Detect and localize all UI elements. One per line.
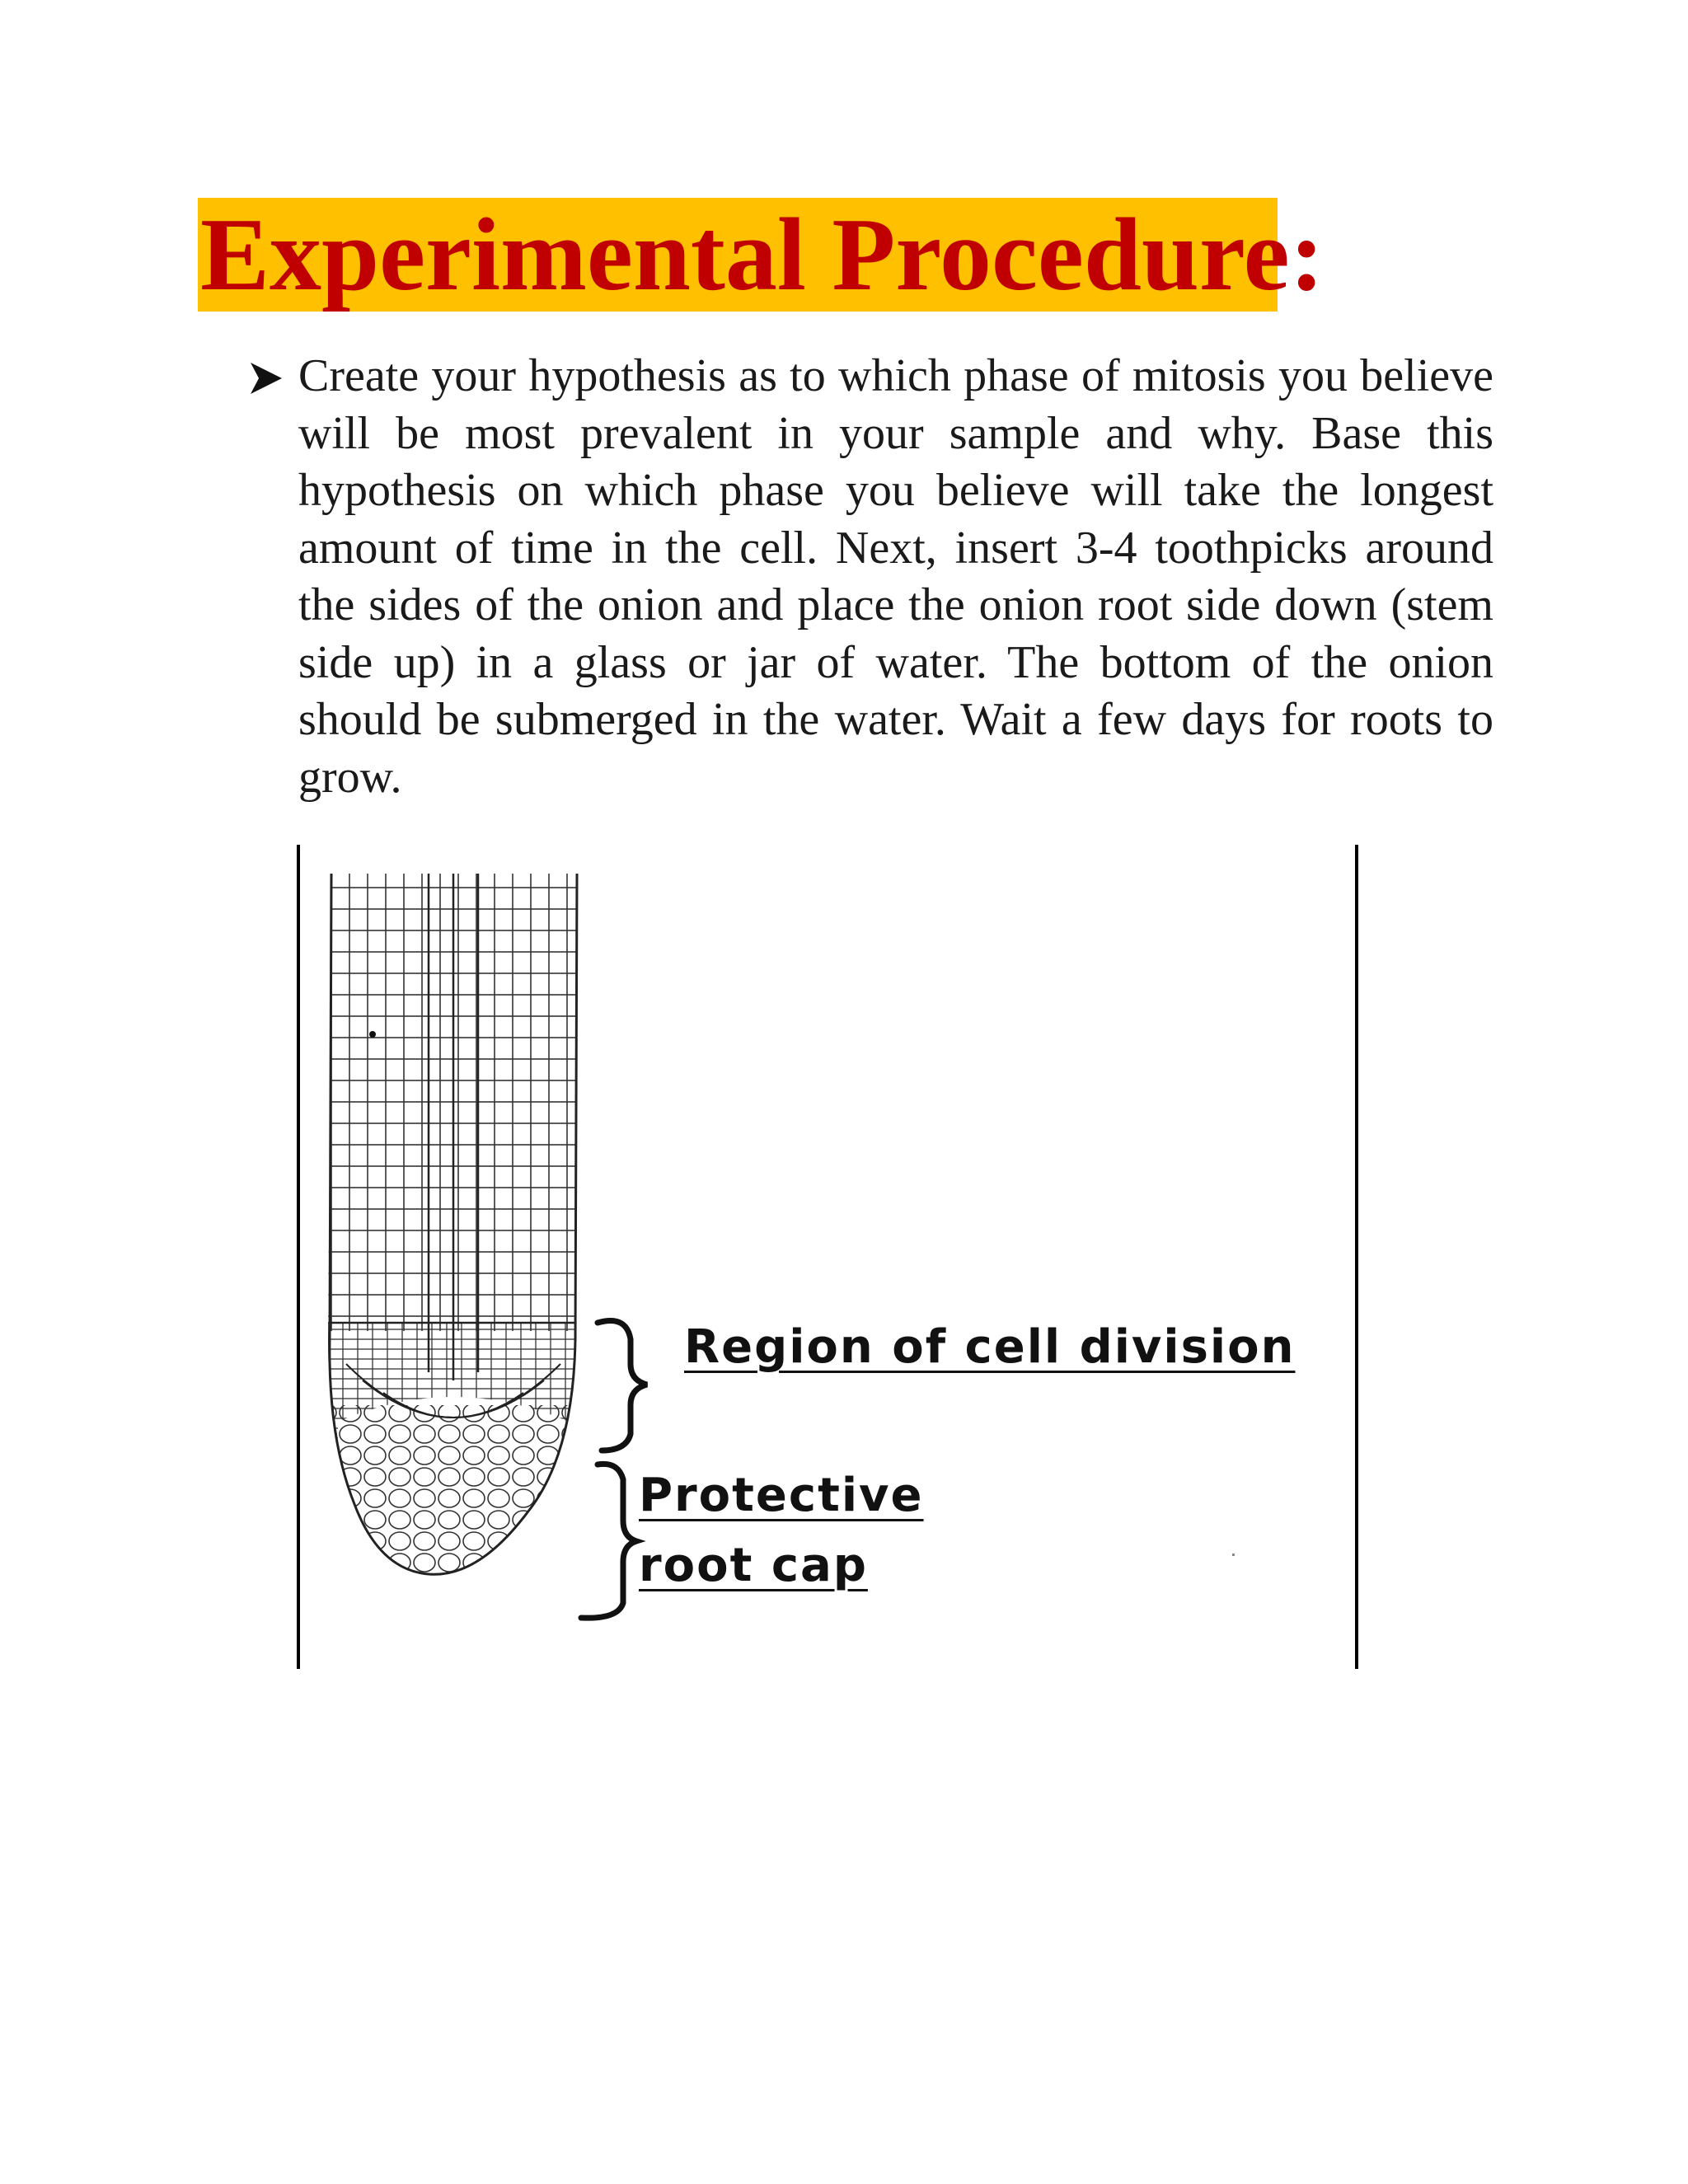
procedure-paragraph: Create your hypothesis as to which phase of mitosis you believe will be most prevalent in your sample and why. Base this hypothesis on which phase you believe will take the longest amount of time in the cell. Next, insert 3-4 toothpicks around the sides of the onion and place the onion root side down (stem side up) in a glass or jar of water. The bottom of the onion should be submerged in the water. Wait a few days for roots to grow. xyxy=(298,350,1493,803)
root-tip-figure xyxy=(297,845,1360,1669)
label-region-of-cell-division: Region of cell division xyxy=(684,1320,1296,1374)
arrow-bullet-icon xyxy=(247,359,285,397)
label-root-cap: root cap xyxy=(639,1539,868,1592)
figure-frame-left xyxy=(297,845,300,1669)
figure-frame-right xyxy=(1355,845,1358,1669)
page-title: Experimental Procedure: xyxy=(200,198,1325,312)
label-protective: Protective xyxy=(639,1469,924,1522)
scan-speck xyxy=(1232,1554,1235,1556)
